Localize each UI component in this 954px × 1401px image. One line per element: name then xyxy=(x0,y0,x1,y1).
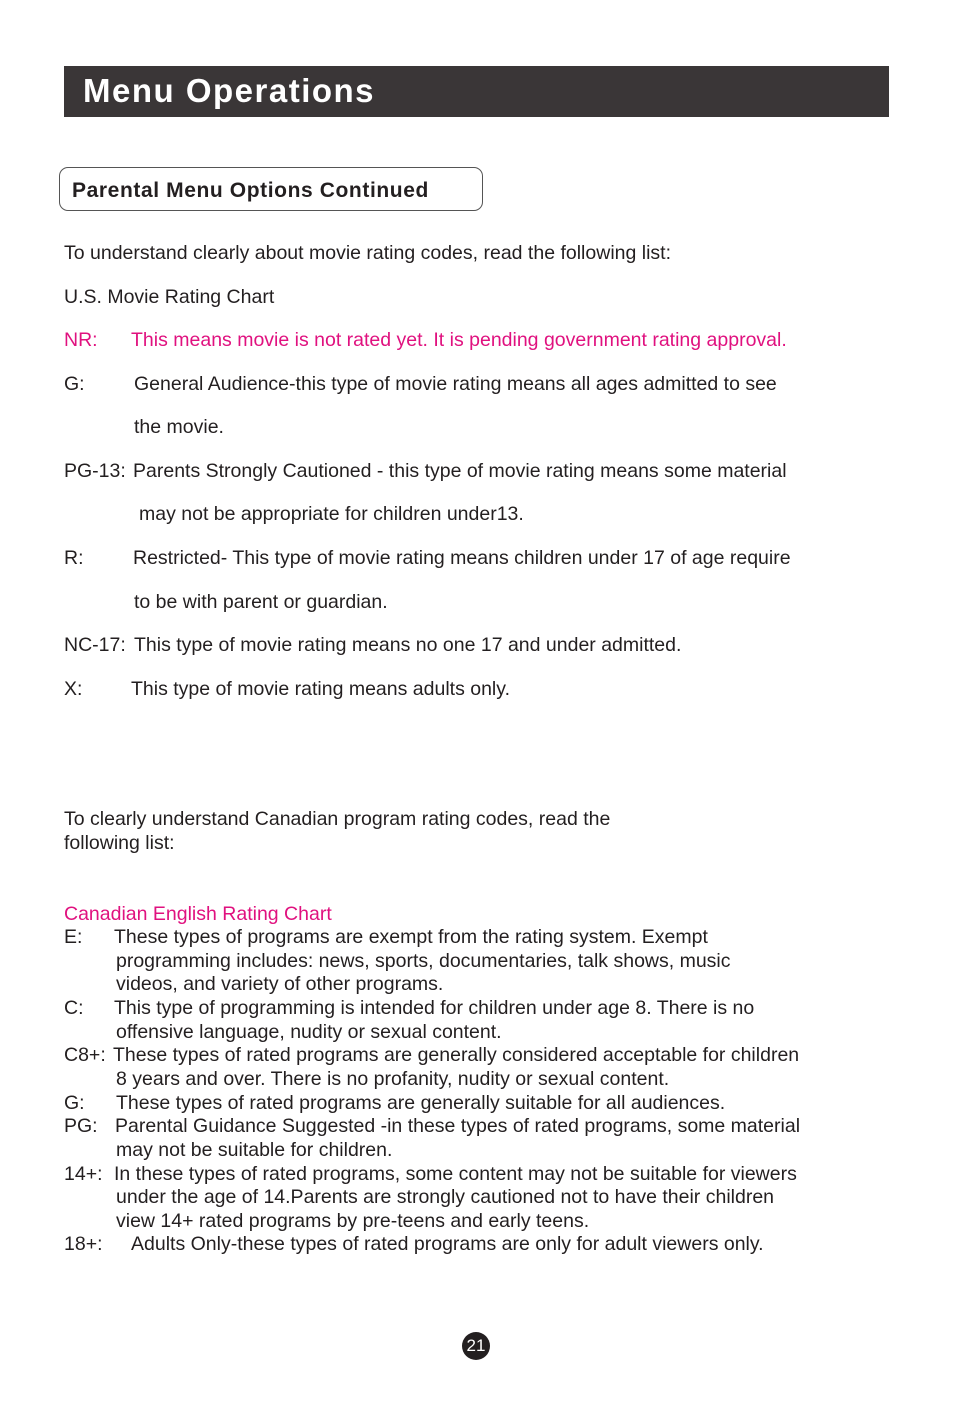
ca-rating-g-label: G: xyxy=(64,1092,85,1114)
us-chart-title: U.S. Movie Rating Chart xyxy=(64,286,275,308)
rating-nr-text: This means movie is not rated yet. It is pending government rating approval. xyxy=(131,329,787,351)
ca-rating-c-text-cont: offensive language, nudity or sexual content. xyxy=(116,1021,502,1043)
section-title: Parental Menu Options Continued xyxy=(72,179,429,202)
rating-x-label: X: xyxy=(64,678,83,700)
ca-rating-c-text: This type of programming is intended for children under age 8. There is no xyxy=(114,997,755,1019)
rating-g-text-cont: the movie. xyxy=(134,416,224,438)
rating-r-text: Restricted- This type of movie rating means children under 17 of age require xyxy=(133,547,791,569)
ca-rating-g-text: These types of rated programs are generally suitable for all audiences. xyxy=(116,1092,726,1114)
ca-rating-18-text: Adults Only-these types of rated programs are only for adult viewers only. xyxy=(131,1233,764,1255)
rating-r-text-cont: to be with parent or guardian. xyxy=(134,591,388,613)
page-title: Menu Operations xyxy=(83,72,376,109)
page-number-badge: 21 xyxy=(462,1332,490,1360)
ca-rating-pg-text-cont: may not be suitable for children. xyxy=(116,1139,393,1161)
ca-rating-e-text-cont: programming includes: news, sports, documentaries, talk shows, music xyxy=(116,950,731,972)
ca-rating-pg-text: Parental Guidance Suggested -in these types of rated programs, some material xyxy=(115,1115,801,1137)
rating-nc17-text: This type of movie rating means no one 17 and under admitted. xyxy=(134,634,682,656)
section-heading-box xyxy=(59,167,483,211)
rating-g-label: G: xyxy=(64,373,85,395)
canada-intro: To clearly understand Canadian program rating codes, read the xyxy=(64,808,611,830)
ca-rating-14-label: 14+: xyxy=(64,1163,103,1185)
canada-intro-cont: following list: xyxy=(64,832,175,854)
ca-rating-18-label: 18+: xyxy=(64,1233,103,1255)
ca-rating-14-text: In these types of rated programs, some content may not be suitable for viewers xyxy=(114,1163,797,1185)
rating-pg13-label: PG-13: xyxy=(64,460,126,482)
ca-rating-e-text: These types of programs are exempt from the rating system. Exempt xyxy=(114,926,708,948)
rating-nr-label: NR: xyxy=(64,329,98,351)
ca-rating-c8-label: C8+: xyxy=(64,1044,106,1066)
ca-rating-e-text-cont2: videos, and variety of other programs. xyxy=(116,973,444,995)
rating-g-text: General Audience-this type of movie rating means all ages admitted to see xyxy=(134,373,777,395)
canada-chart-title: Canadian English Rating Chart xyxy=(64,903,332,925)
rating-x-text: This type of movie rating means adults only. xyxy=(131,678,510,700)
ca-rating-14-text-cont: under the age of 14.Parents are strongly cautioned not to have their children xyxy=(116,1186,775,1208)
ca-rating-14-text-cont2: view 14+ rated programs by pre-teens and early teens. xyxy=(116,1210,590,1232)
ca-rating-e-label: E: xyxy=(64,926,83,948)
us-intro: To understand clearly about movie rating codes, read the following list: xyxy=(64,242,672,264)
ca-rating-pg-label: PG: xyxy=(64,1115,98,1137)
ca-rating-c8-text: These types of rated programs are generally considered acceptable for children xyxy=(113,1044,800,1066)
rating-pg13-text: Parents Strongly Cautioned - this type of movie rating means some material xyxy=(133,460,787,482)
rating-r-label: R: xyxy=(64,547,84,569)
rating-pg13-text-cont: may not be appropriate for children under13. xyxy=(139,503,524,525)
rating-nc17-label: NC-17: xyxy=(64,634,126,656)
ca-rating-c-label: C: xyxy=(64,997,84,1019)
ca-rating-c8-text-cont: 8 years and over. There is no profanity, nudity or sexual content. xyxy=(116,1068,670,1090)
header-bar xyxy=(64,66,889,117)
